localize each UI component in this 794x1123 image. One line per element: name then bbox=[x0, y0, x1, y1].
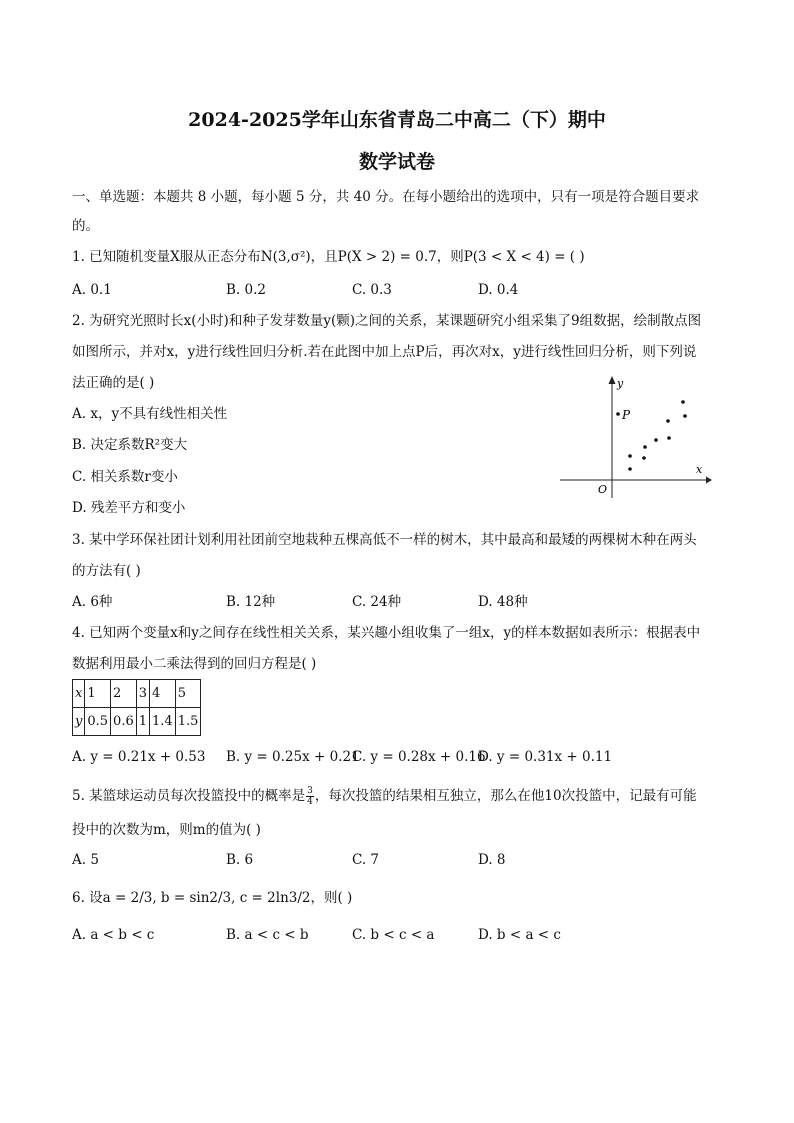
q3-option-d: D. 48种 bbox=[478, 594, 528, 610]
q2-option-a: A. x，y不具有线性相关性 bbox=[72, 406, 228, 422]
x-axis-arrow-icon bbox=[706, 477, 712, 484]
q4-option-d: D. y = 0.31x + 0.11 bbox=[478, 749, 613, 765]
scatter-point bbox=[654, 438, 658, 442]
point-p-label: P bbox=[622, 408, 631, 422]
y-axis-arrow-icon bbox=[609, 376, 616, 384]
table-header-y: y bbox=[73, 708, 85, 736]
q6-stem: 6. 设a = 2/3, b = sin2/3, c = 2ln3/2，则( ) bbox=[72, 890, 353, 906]
scatter-point bbox=[643, 445, 647, 449]
q3-option-a: A. 6种 bbox=[72, 594, 113, 610]
scatter-point bbox=[683, 414, 687, 418]
q5-option-a: A. 5 bbox=[72, 852, 99, 868]
q5-probability-fraction bbox=[306, 786, 314, 807]
q6-option-d: D. b < a < c bbox=[478, 927, 561, 943]
origin-label: O bbox=[598, 483, 608, 496]
q2-stem-line2: 如图所示，并对x，y进行线性回归分析.若在此图中加上点P后，再次对x，y进行线性回归分析，则下列说 bbox=[72, 344, 697, 360]
table-row-y bbox=[73, 708, 201, 736]
q2-stem-line3: 法正确的是( ) bbox=[72, 375, 155, 391]
table-cell: 3 bbox=[136, 680, 149, 708]
point-p bbox=[616, 412, 620, 416]
q2-scatter-plot bbox=[556, 372, 712, 500]
section-instructions-line1: 一、单选题：本题共 8 小题，每小题 5 分，共 40 分。在每小题给出的选项中，只有一项是符合题目要求 bbox=[72, 189, 700, 205]
q5-stem-line1 bbox=[72, 786, 697, 807]
q3-stem-line2: 的方法有( ) bbox=[72, 563, 141, 579]
q4-stem-line1: 4. 已知两个变量x和y之间存在线性相关关系，某兴趣小组收集了一组x，y的样本数据如表所示：根据表中 bbox=[72, 625, 701, 641]
table-cell: 1.4 bbox=[150, 708, 176, 736]
q6-option-a: A. a < b < c bbox=[72, 927, 155, 943]
q4-stem-line2: 数据利用最小二乘法得到的回归方程是( ) bbox=[72, 656, 317, 672]
table-cell: 0.5 bbox=[85, 708, 111, 736]
q4-data-table bbox=[72, 679, 201, 736]
q3-option-b: B. 12种 bbox=[226, 594, 276, 610]
section-instructions-line2: 的。 bbox=[72, 218, 99, 234]
scatter-point bbox=[628, 454, 632, 458]
table-cell: 1 bbox=[85, 680, 111, 708]
q2-stem-line1: 2. 为研究光照时长x(小时)和种子发芽数量y(颗)之间的关系，某课题研究小组采集了9组数据，绘制散点图 bbox=[72, 313, 702, 329]
scatter-point bbox=[666, 419, 670, 423]
q5-stem-part1: 5. 某篮球运动员每次投篮投中的概率是 bbox=[72, 788, 306, 804]
q4-option-b: B. y = 0.25x + 0.21 bbox=[226, 749, 360, 765]
q2-option-c: C. 相关系数r变小 bbox=[72, 469, 178, 485]
scatter-point bbox=[667, 436, 671, 440]
y-axis-label: y bbox=[617, 377, 624, 390]
q6-option-b: B. a < c < b bbox=[226, 927, 309, 943]
scatter-point bbox=[642, 456, 646, 460]
table-cell: 2 bbox=[111, 680, 137, 708]
q2-option-d: D. 残差平方和变小 bbox=[72, 500, 186, 516]
exam-subtitle: 数学试卷 bbox=[358, 151, 435, 173]
q4-option-c: C. y = 0.28x + 0.16 bbox=[352, 749, 486, 765]
scatter-point bbox=[681, 400, 685, 404]
table-cell: 1.5 bbox=[175, 708, 201, 736]
q2-option-b: B. 决定系数R²变大 bbox=[72, 437, 188, 453]
table-cell: 4 bbox=[150, 680, 176, 708]
table-cell: 5 bbox=[175, 680, 201, 708]
q3-stem-line1: 3. 某中学环保社团计划利用社团前空地栽种五棵高低不一样的树木，其中最高和最矮的两棵树木种在两头 bbox=[72, 532, 697, 548]
table-row-x bbox=[73, 680, 201, 708]
q6-option-c: C. b < c < a bbox=[352, 927, 435, 943]
q5-option-b: B. 6 bbox=[226, 852, 254, 868]
exam-title: 2024-2025学年山东省青岛二中高二（下）期中 bbox=[188, 109, 606, 131]
q1-stem: 1. 已知随机变量X服从正态分布N(3,σ²)，且P(X > 2) = 0.7，则P(3 < X < 4) = ( ) bbox=[72, 249, 585, 265]
table-header-x: x bbox=[73, 680, 85, 708]
q5-option-d: D. 8 bbox=[478, 852, 506, 868]
q1-option-d: D. 0.4 bbox=[478, 282, 519, 298]
q5-option-c: C. 7 bbox=[352, 852, 380, 868]
q1-option-a: A. 0.1 bbox=[72, 282, 112, 298]
q5-stem-part2: ，每次投篮的结果相互独立，那么在他10次投篮中，记最有可能 bbox=[314, 788, 697, 804]
scatter-point bbox=[628, 467, 632, 471]
table-cell: 1 bbox=[136, 708, 149, 736]
q1-option-b: B. 0.2 bbox=[226, 282, 266, 298]
q3-option-c: C. 24种 bbox=[352, 594, 402, 610]
fraction-denominator: 4 bbox=[307, 797, 313, 807]
q1-option-c: C. 0.3 bbox=[352, 282, 392, 298]
x-axis-label: x bbox=[696, 463, 703, 476]
table-cell: 0.6 bbox=[111, 708, 137, 736]
q5-stem-line2: 投中的次数为m，则m的值为( ) bbox=[72, 822, 261, 838]
q4-option-a: A. y = 0.21x + 0.53 bbox=[72, 749, 206, 765]
fraction-numerator: 3 bbox=[307, 786, 313, 796]
